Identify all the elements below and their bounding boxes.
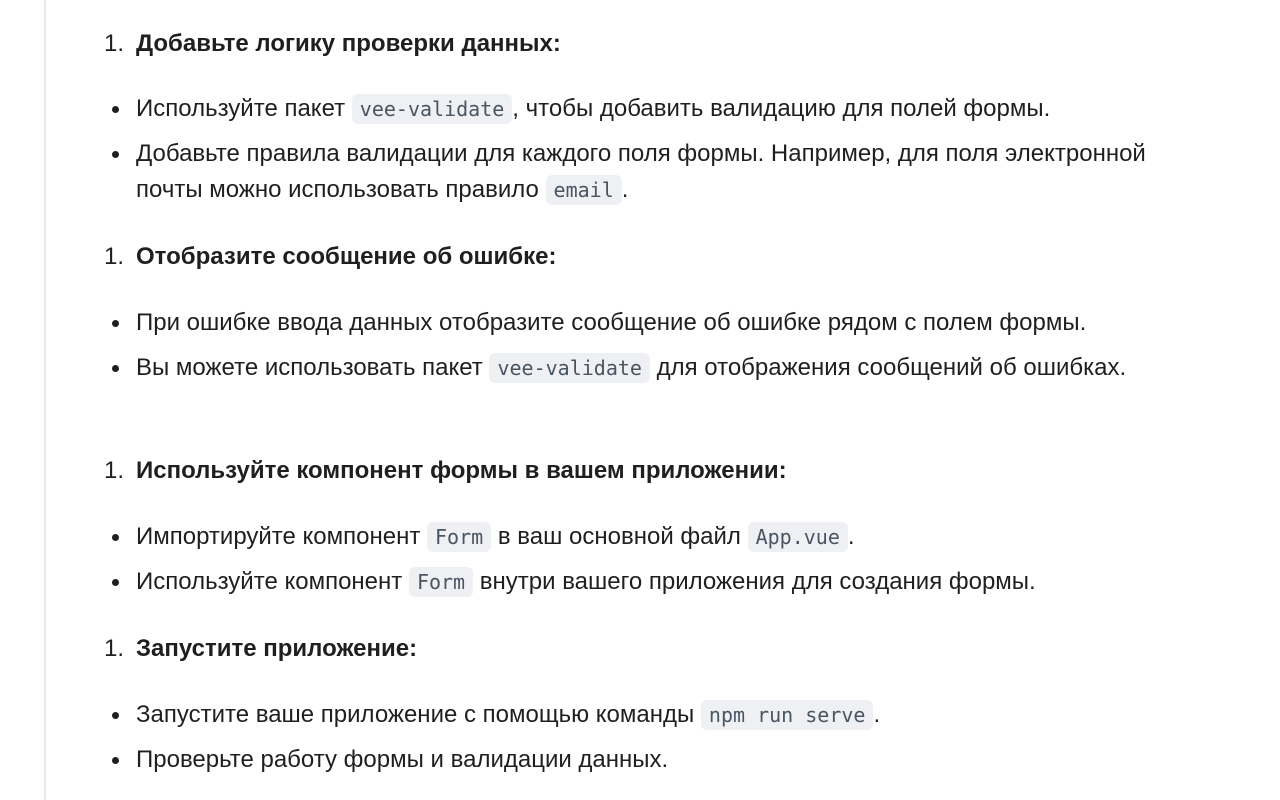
- text-segment: Вы можете использовать пакет: [136, 354, 490, 381]
- step-heading: [104, 241, 556, 273]
- step-number: 1.: [104, 30, 125, 57]
- text-segment: внутри вашего приложения для создания формы.: [473, 568, 1036, 595]
- text-segment: Используйте пакет: [136, 95, 352, 122]
- list-item: [104, 519, 1184, 555]
- inline-code: email: [546, 175, 622, 205]
- text-segment: При ошибке ввода данных отобразите сообщение об ошибке рядом с полем формы.: [136, 309, 1087, 336]
- bullet-dot: [112, 534, 119, 541]
- bullet-dot: [112, 151, 119, 158]
- list-item-text: [136, 519, 1184, 555]
- list-item-text: [136, 136, 1184, 208]
- text-segment: Проверьте работу формы и валидации данных.: [136, 746, 669, 773]
- list-item: [104, 742, 1184, 778]
- list-item: [104, 350, 1184, 386]
- list-item-text: [136, 91, 1184, 127]
- list-item-text: [136, 305, 1184, 341]
- step-title: Добавьте логику проверки данных:: [136, 30, 561, 57]
- list-item: [104, 305, 1184, 341]
- text-segment: .: [873, 701, 881, 728]
- list-item: [104, 91, 1184, 127]
- list-item-text: [136, 742, 1184, 778]
- step-title: Запустите приложение:: [136, 635, 418, 662]
- list-item-text: [136, 350, 1184, 386]
- bullet-dot: [112, 757, 119, 764]
- text-segment: Импортируйте компонент: [136, 523, 428, 550]
- text-segment: .: [847, 523, 855, 550]
- inline-code: vee-validate: [489, 353, 650, 383]
- step-title: Используйте компонент формы в вашем приложении:: [136, 457, 787, 484]
- step-number: 1.: [104, 457, 125, 484]
- text-segment: Добавьте правила валидации для каждого поля формы. Например, для поля электронной почты можно использовать правило: [136, 140, 1146, 203]
- inline-code: vee-validate: [352, 94, 513, 124]
- text-segment: , чтобы добавить валидацию для полей формы.: [512, 95, 1051, 122]
- step-title: Отобразите сообщение об ошибке:: [136, 243, 557, 270]
- list-item: [104, 564, 1184, 600]
- text-segment: Запустите ваше приложение с помощью команды: [136, 701, 701, 728]
- list-item: [104, 136, 1184, 208]
- bullet-dot: [112, 365, 119, 372]
- step-heading: [104, 28, 561, 60]
- bullet-dot: [112, 712, 119, 719]
- step-heading: [104, 633, 417, 665]
- bullet-dot: [112, 106, 119, 113]
- step-number: 1.: [104, 243, 125, 270]
- list-item-text: [136, 697, 1184, 733]
- content-left-border: [44, 0, 46, 800]
- bullet-dot: [112, 579, 119, 586]
- text-segment: для отображения сообщений об ошибках.: [649, 354, 1127, 381]
- list-item: [104, 697, 1184, 733]
- step-heading: [104, 455, 787, 487]
- text-segment: .: [621, 176, 629, 203]
- inline-code: App.vue: [748, 522, 848, 552]
- inline-code: Form: [427, 522, 491, 552]
- inline-code: Form: [409, 567, 473, 597]
- text-segment: в ваш основной файл: [491, 523, 748, 550]
- inline-code: npm run serve: [701, 700, 874, 730]
- bullet-dot: [112, 320, 119, 327]
- list-item-text: [136, 564, 1184, 600]
- step-number: 1.: [104, 635, 125, 662]
- text-segment: Используйте компонент: [136, 568, 409, 595]
